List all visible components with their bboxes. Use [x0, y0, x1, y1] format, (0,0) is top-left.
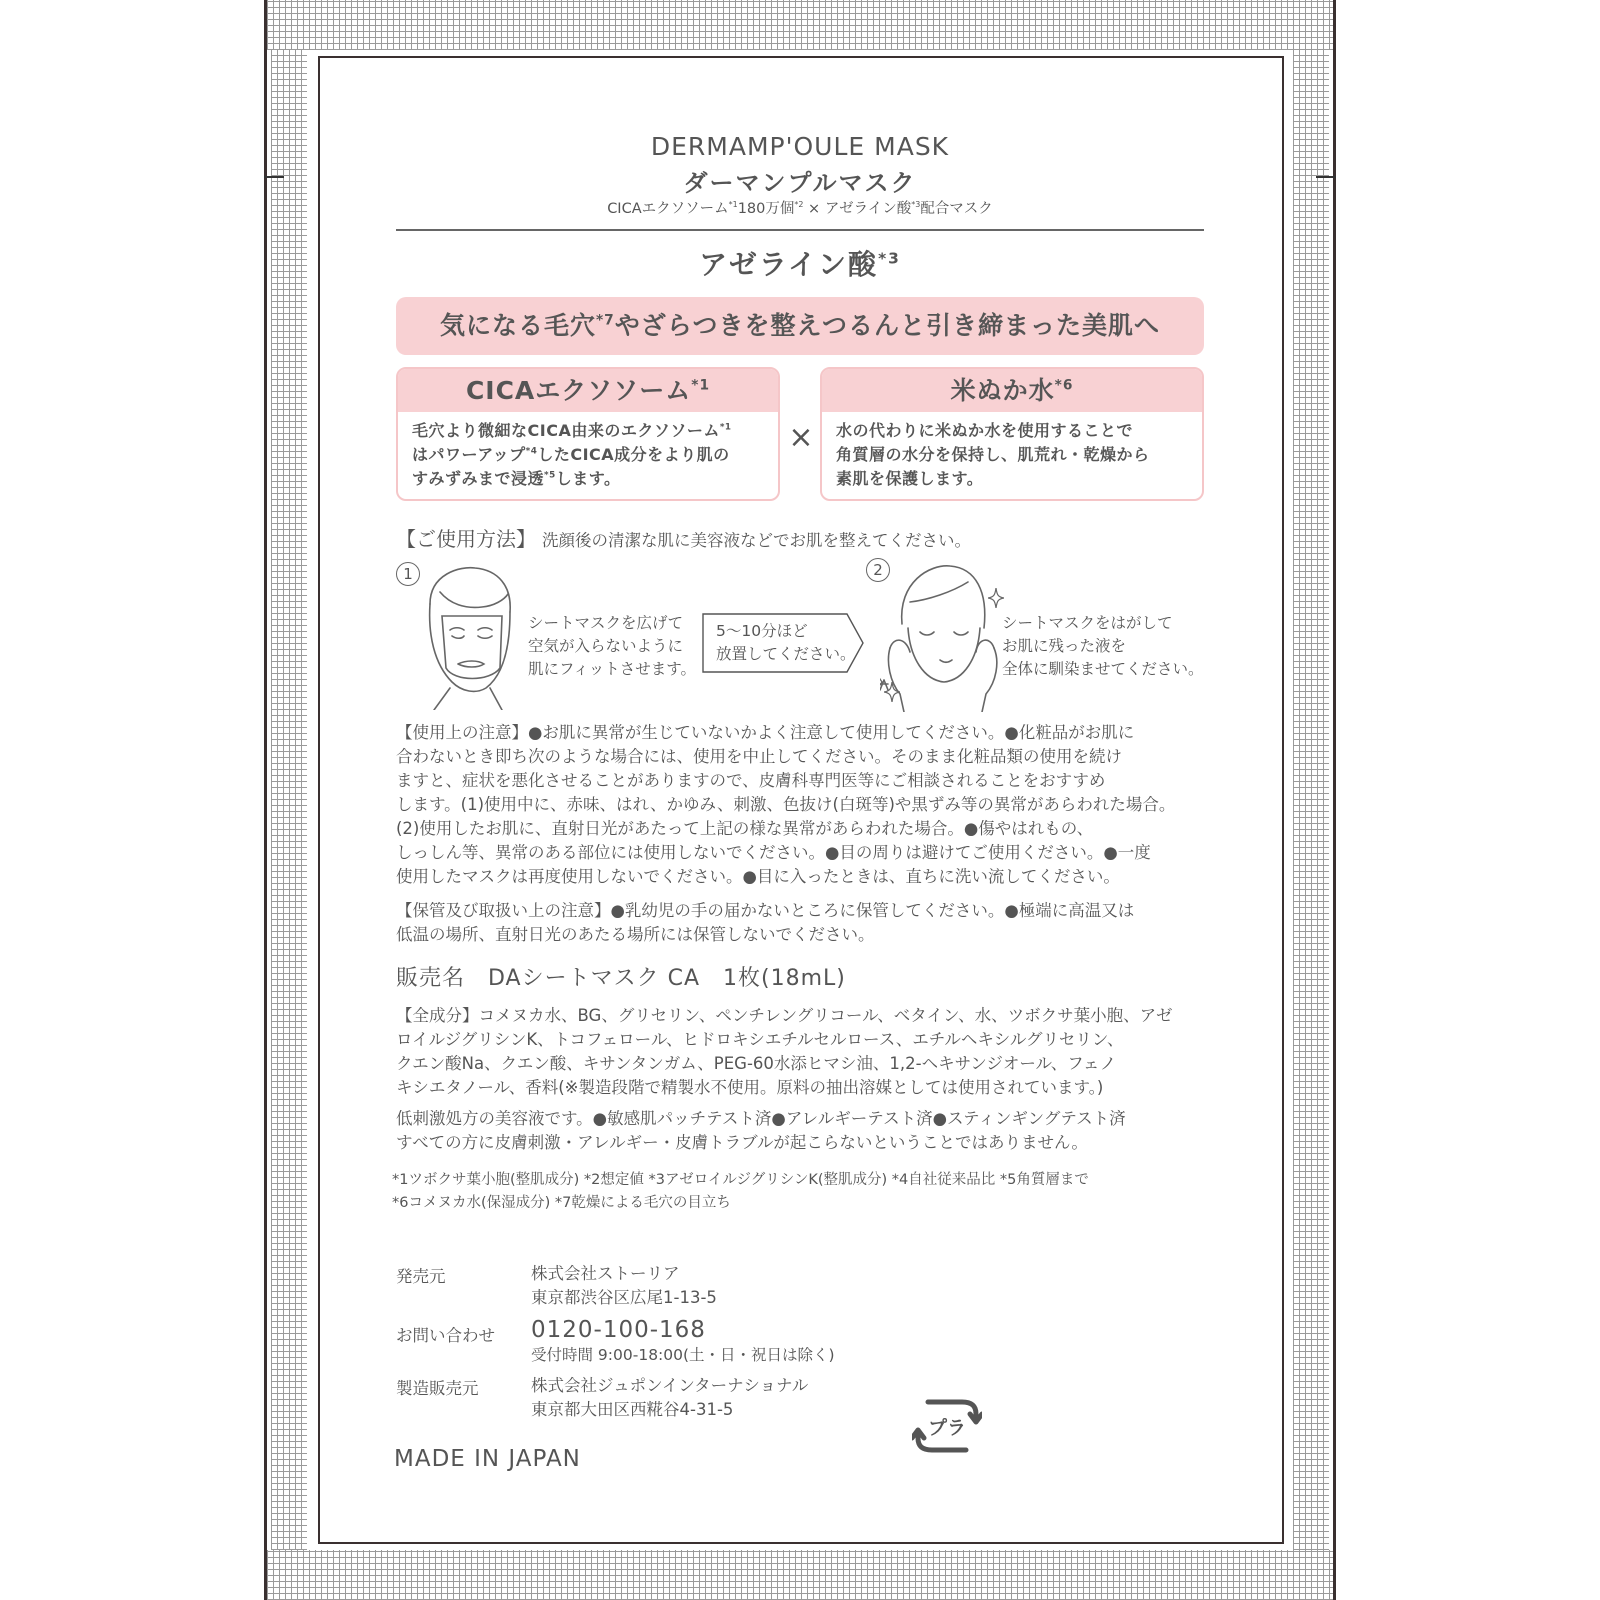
wait-text: 5〜10分ほど 放置してください。	[716, 622, 856, 663]
usage-caution: 【使用上の注意】●お肌に異常が生じていないかよく注意して使用してください。●化粧品がお肌に 合わないとき即ち次のような場合には、使用を中止してください。そのまま化粧品類の使用を続け ますと、症状を悪化させることがありますので、皮膚科専門医等にご相談されることをおすすめ します。(1)使用中に、赤味、はれ、かゆみ、刺激、色抜け(白斑等)や黒ずみ等の異常があらわれた場合。 (2)使用したお肌に、直射日光があたって上記の様な異常があらわれた場合。●傷やはれもの、 しっしん等、異常のある部位には使用しないでください。●目の周りは避けてご使用ください。●一度 使用したマスクは再度使用しないでください。●目に入ったときは、直ちに洗い流してください。	[396, 723, 1176, 886]
feature-box-cica-text: 毛穴より微細なCICA由来のエクソソーム$^{*1}$ はパワーアップ$^{*4}$したCICA成分をより肌の すみずみまで浸透$^{*5}$します。	[412, 421, 732, 488]
footnotes: *1ツボクサ葉小胞(整肌成分) *2想定値 *3アゼロイルジグリシンK(整肌成分) *4自社従来品比 *5角質層まで *6コメヌカ水(保湿成分) *7乾燥による毛穴の目立ち	[392, 1172, 1089, 1211]
sparkle-icon-small	[884, 682, 900, 702]
seller-label: 発売元	[396, 1267, 446, 1286]
top-seal-pattern	[267, 0, 1333, 50]
pink-banner: 気になる毛穴$^{*7}$やざらつきを整えつるんと引き締まった美肌へ	[396, 297, 1204, 355]
plastic-recycle-icon	[912, 1396, 982, 1456]
seller-info: 株式会社ストーリア 東京都渋谷区広尾1-13-5	[531, 1264, 717, 1307]
brand-name-jp: ダーマンプルマスク	[683, 169, 917, 197]
maker-info: 株式会社ジュポンインターナショナル 東京都大田区西糀谷4-31-5	[531, 1376, 809, 1419]
feature-box-cica	[396, 367, 780, 501]
feature-box-ricebran-title: 米ぬか水$^{*6}$	[822, 369, 1202, 412]
contact-label: お問い合わせ	[396, 1326, 495, 1345]
brand-name-en: DERMAMP'OULE MASK	[650, 132, 950, 161]
sales-name: 販売名 DAシートマスク CA 1枚(18mL)	[396, 966, 846, 991]
made-in: MADE IN JAPAN	[394, 1446, 581, 1472]
feature-box-ricebran-text: 水の代わりに米ぬか水を使用することで 角質層の水分を保持し、肌荒れ・乾燥から 素肌を保護します。	[836, 421, 1150, 488]
bottom-seal-pattern	[267, 1550, 1333, 1600]
feature-box-ricebran	[820, 367, 1204, 501]
ingredients: 【全成分】コメヌカ水、BG、グリセリン、ペンチレングリコール、ベタイン、水、ツボクサ葉小胞、アゼ ロイルジグリシンK、トコフェロール、ヒドロキシエチルセルロース、エチルヘキシルグリセリン、 クエン酸Na、クエン酸、キサンタンガム、PEG-60水添ヒマシ油、1,2-ヘキサンジオール、フェノ キシエタノール、香料(※製造段階で精製水不使用。原料の抽出溶媒としては使用されています。)	[396, 1006, 1173, 1097]
feature-box-cica-title: CICAエクソソーム$^{*1}$	[398, 369, 778, 412]
cross-icon: ×	[788, 420, 814, 455]
step-1-text: シートマスクを広げて 空気が入らないように 肌にフィットさせます。	[528, 614, 697, 678]
usage-heading: 【ご使用方法】 洗顔後の清潔な肌に美容液などでお肌を整えてください。	[396, 527, 971, 551]
contact-hours: 受付時間 9:00-18:00(土・日・祝日は除く)	[531, 1346, 835, 1364]
brand-subtitle: CICAエクソソーム$^{*1}$180万個$^{*2}$ × アゼライン酸$^{*3}$配合マスク	[607, 200, 993, 217]
step-2-text: シートマスクをはがして お肌に残った液を 全体に馴染ませてください。	[1002, 614, 1204, 678]
acid-title: アゼライン酸$^{*3}$	[699, 248, 901, 281]
sparkle-icon	[988, 588, 1004, 608]
svg-text:プラ: プラ	[927, 1417, 967, 1439]
step-1-number: 1	[396, 562, 420, 586]
storage-caution: 【保管及び取扱い上の注意】●乳幼児の手の届かないところに保管してください。●極端に高温又は 低温の場所、直射日光のあたる場所には保管しないでください。	[396, 901, 1135, 944]
maker-label: 製造販売元	[396, 1379, 479, 1398]
face-mask-illustration	[420, 564, 520, 710]
low-irritant-note: 低刺激処方の美容液です。●敏感肌パッチテスト済●アレルギーテスト済●スティンギングテスト済 すべての方に皮膚刺激・アレルギー・皮膚トラブルが起こらないということではありません。	[396, 1109, 1126, 1152]
header-divider	[396, 229, 1204, 231]
contact-phone: 0120-100-168	[531, 1317, 706, 1343]
step-2-number: 2	[866, 558, 890, 582]
